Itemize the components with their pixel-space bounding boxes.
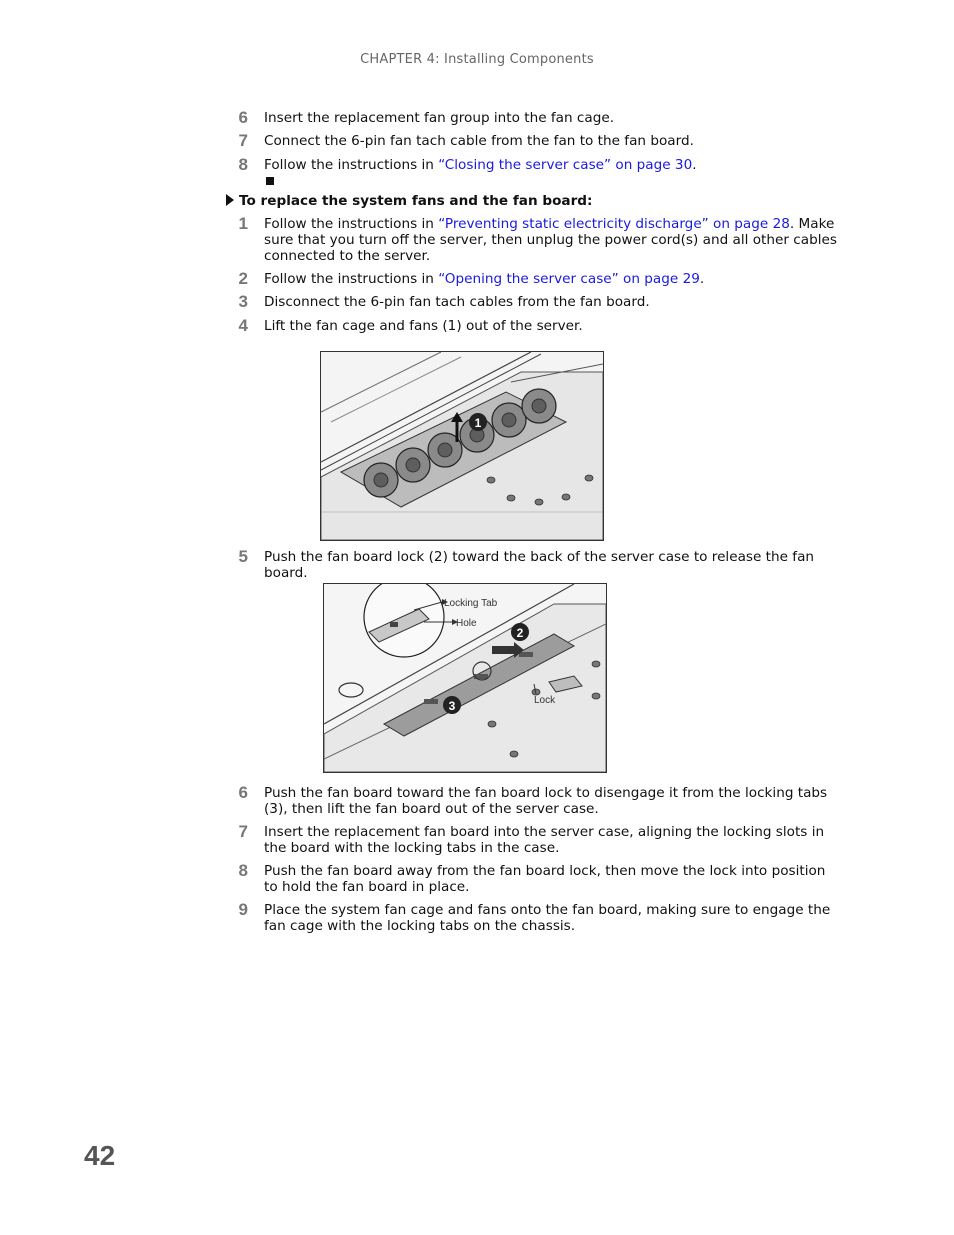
step-number: 4 [238, 316, 248, 335]
step-text: Lift the fan cage and fans (1) out of the server. [264, 318, 583, 334]
fan-board-illustration [324, 584, 606, 772]
step-number: 7 [238, 822, 248, 841]
label-locking-tab: Locking Tab [444, 598, 498, 609]
callout-3: 3 [448, 699, 456, 713]
step-number: 3 [238, 292, 248, 311]
step-number: 6 [238, 783, 248, 802]
step-text-post: . Make sure that you turn off the server, then unplug the power cord(s) and all other cables connected to the server. [264, 216, 837, 264]
fan-cage-figure [320, 351, 604, 541]
fan-cage-illustration [321, 352, 603, 540]
step-text: Push the fan board away from the fan board lock, then move the lock into position to hold the fan board in place. [264, 863, 826, 895]
step-text [264, 157, 842, 173]
step-number: 2 [238, 269, 248, 288]
procedure-title [226, 193, 592, 209]
step-text: Push the fan board toward the fan board lock to disengage it from the locking tabs (3), then lift the fan board out of the server case. [264, 785, 828, 817]
step-number: 1 [238, 214, 248, 233]
procedure-title-text: To replace the system fans and the fan board: [239, 193, 593, 209]
step-number: 8 [238, 155, 248, 174]
step-text-post: . [692, 157, 697, 173]
step-number: 9 [238, 900, 248, 919]
step-text: Push the fan board lock (2) toward the back of the server case to release the fan board. [264, 549, 815, 581]
step-number: 7 [238, 131, 248, 150]
step-number: 5 [238, 547, 248, 566]
callout-2: 2 [516, 626, 524, 640]
page-number: 42 [84, 1140, 116, 1171]
link-static-discharge[interactable]: “Preventing static electricity discharge” on page 28 [438, 216, 790, 232]
step-text [264, 216, 842, 264]
procedure-arrow-icon [226, 194, 234, 206]
step-text: Connect the 6-pin fan tach cable from the fan to the fan board. [264, 133, 694, 149]
step-text: Disconnect the 6-pin fan tach cables from the fan board. [264, 294, 650, 310]
step-text: Insert the replacement fan group into the fan cage. [264, 110, 615, 126]
link-opening-server-case[interactable]: “Opening the server case” on page 29 [438, 271, 700, 287]
step-text-post: . [699, 271, 705, 287]
label-lock: Lock [534, 695, 556, 706]
fan-board-figure [323, 583, 607, 773]
step-text-pre: Follow the instructions in [264, 271, 439, 287]
label-hole: Hole [456, 618, 477, 629]
chapter-header: CHAPTER 4: Installing Components [360, 52, 594, 67]
step-text [264, 271, 842, 287]
step-text: Insert the replacement fan board into the server case, aligning the locking slots in the board with the locking tabs in the case. [264, 824, 825, 856]
link-closing-server-case[interactable]: “Closing the server case” on page 30 [438, 157, 693, 173]
end-of-procedure-icon [266, 177, 274, 185]
step-text-pre: Follow the instructions in [264, 157, 439, 173]
step-number: 6 [238, 108, 248, 127]
step-text-pre: Follow the instructions in [264, 216, 439, 232]
step-number: 8 [238, 861, 248, 880]
callout-1: 1 [474, 416, 482, 430]
step-text: Place the system fan cage and fans onto the fan board, making sure to engage the fan cage with the locking tabs on the chassis. [264, 902, 831, 934]
